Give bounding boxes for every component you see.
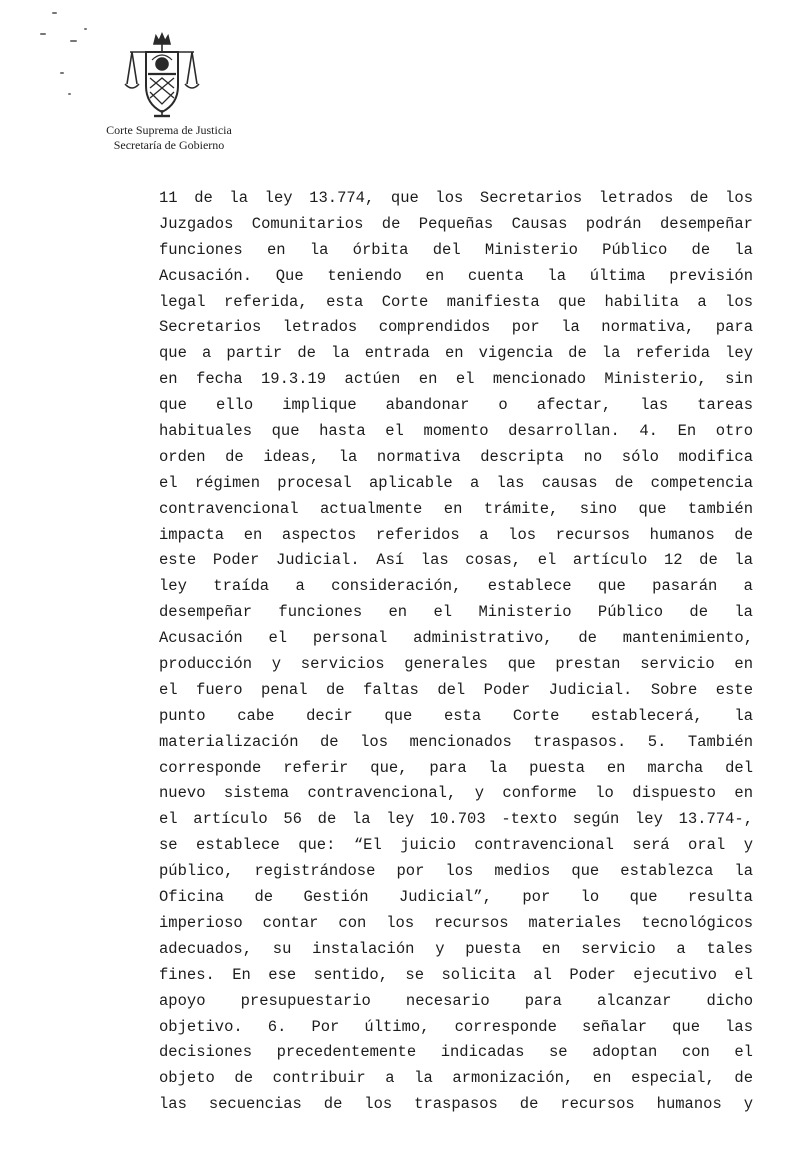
- text-line: decisiones precedentemente indicadas se adoptan con el: [159, 1043, 753, 1062]
- text-line: el artículo 56 de la ley 10.703 -texto según ley 13.774-,: [159, 810, 753, 829]
- text-line: las secuencias de los traspasos de recursos humanos y: [159, 1095, 753, 1114]
- text-line: Acusación. Que teniendo en cuenta la última previsión: [159, 266, 753, 285]
- text-line: Secretarios letrados comprendidos por la normativa, para: [159, 318, 753, 337]
- text-line: producción y servicios generales que prestan servicio en: [159, 655, 753, 674]
- text-line: Oficina de Gestión Judicial”, por lo que resulta: [159, 888, 753, 907]
- text-line: el fuero penal de faltas del Poder Judicial. Sobre este: [159, 680, 753, 699]
- scan-speck: [84, 28, 87, 30]
- text-line: que a partir de la entrada en vigencia de la referida ley: [159, 344, 753, 363]
- text-line: contravencional actualmente en trámite, sino que también: [159, 499, 753, 518]
- text-line: se establece que: “El juicio contravencional será oral y: [159, 836, 753, 855]
- text-line: Juzgados Comunitarios de Pequeñas Causas podrán desempeñar: [159, 214, 753, 233]
- department-name: Secretaría de Gobierno: [113, 138, 225, 152]
- court-seal-icon: [124, 30, 200, 120]
- scan-speck: [70, 40, 77, 42]
- text-line: materialización de los mencionados traspasos. 5. También: [159, 732, 753, 751]
- text-line: fines. En ese sentido, se solicita al Poder ejecutivo el: [159, 965, 753, 984]
- text-line: orden de ideas, la normativa descripta no sólo modifica: [159, 447, 753, 466]
- text-line: impacta en aspectos referidos a los recursos humanos de: [159, 525, 753, 544]
- text-line: funciones en la órbita del Ministerio Público de la: [159, 240, 753, 259]
- scan-speck: [52, 12, 57, 14]
- text-line: adecuados, su instalación y puesta en servicio a tales: [159, 939, 753, 958]
- text-line: que ello implique abandonar o afectar, las tareas: [159, 396, 753, 415]
- text-line: en fecha 19.3.19 actúen en el mencionado Ministerio, sin: [159, 370, 753, 389]
- text-line: objetivo. 6. Por último, corresponde señalar que las: [159, 1017, 753, 1036]
- scan-speck: [68, 93, 71, 95]
- text-line: imperioso contar con los recursos materiales tecnológicos: [159, 913, 753, 932]
- text-line: apoyo presupuestario necesario para alcanzar dicho: [159, 991, 753, 1010]
- text-line: objeto de contribuir a la armonización, en especial, de: [159, 1069, 753, 1088]
- scan-speck: [40, 33, 46, 35]
- text-line: corresponde referir que, para la puesta en marcha del: [159, 758, 753, 777]
- court-name: Corte Suprema de Justicia: [106, 123, 232, 137]
- text-line: habituales que hasta el momento desarrollan. 4. En otro: [159, 422, 753, 441]
- text-line: ley traída a consideración, establece que pasarán a: [159, 577, 753, 596]
- text-line: nuevo sistema contravencional, y conforme lo dispuesto en: [159, 784, 753, 803]
- text-line: punto cabe decir que esta Corte establecerá, la: [159, 706, 753, 725]
- text-line: legal referida, esta Corte manifiesta que habilita a los: [159, 292, 753, 311]
- document-body: [159, 186, 753, 1118]
- text-line: Acusación el personal administrativo, de mantenimiento,: [159, 629, 753, 648]
- text-line: público, registrándose por los medios que establezca la: [159, 862, 753, 881]
- text-line: desempeñar funciones en el Ministerio Público de la: [159, 603, 753, 622]
- text-line: 11 de la ley 13.774, que los Secretarios letrados de los: [159, 189, 753, 207]
- letterhead: [84, 123, 254, 153]
- text-line: el régimen procesal aplicable a las causas de competencia: [159, 473, 753, 492]
- text-line: este Poder Judicial. Así las cosas, el artículo 12 de la: [159, 551, 753, 570]
- scan-speck: [60, 72, 64, 74]
